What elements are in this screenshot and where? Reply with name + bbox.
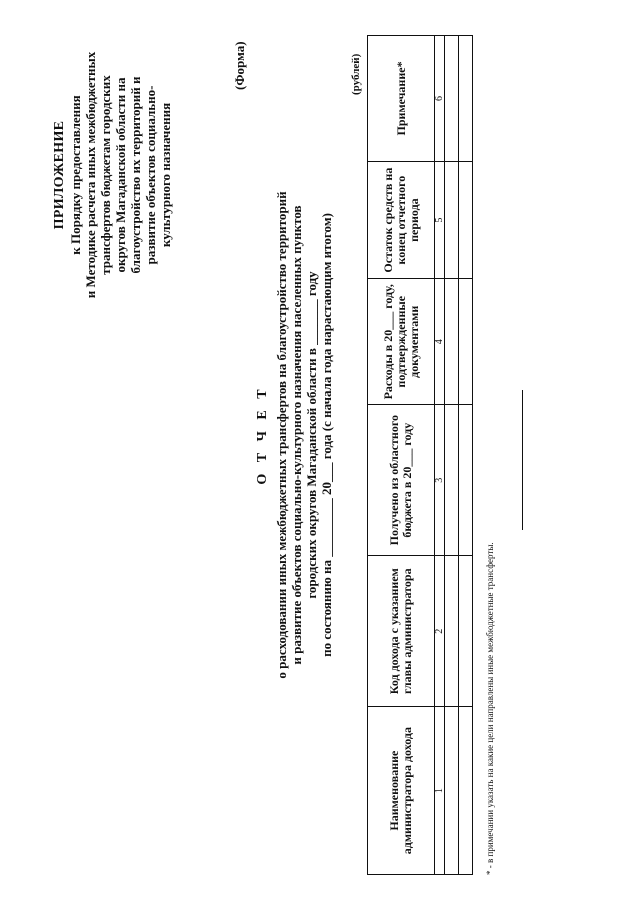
- appendix-header: [52, 25, 173, 325]
- report-subtitle-line: о расходовании иных межбюджетных трансфертов на благоустройство территорий: [274, 191, 289, 679]
- table-row: [459, 36, 473, 875]
- appendix-line: и Методике расчета иных межбюджетных: [83, 51, 98, 299]
- signature-line: [522, 390, 523, 530]
- table-header-row: [368, 36, 435, 875]
- column-number: 2: [435, 556, 445, 707]
- appendix-line: к Порядку предоставления: [68, 95, 83, 255]
- report-table: [367, 35, 473, 875]
- appendix-line: округов Магаданской области на: [113, 77, 128, 273]
- table-cell[interactable]: [445, 707, 459, 875]
- table-number-row: [435, 36, 445, 875]
- table-cell[interactable]: [445, 161, 459, 278]
- units-label: (рублей): [350, 53, 362, 95]
- column-header-received: Получено из областного бюджета в 20___ году: [368, 405, 435, 556]
- table-cell[interactable]: [445, 36, 459, 162]
- appendix-line: благоустройство их территорий и: [128, 76, 143, 274]
- form-label: (Форма): [232, 41, 247, 90]
- column-number: 3: [435, 405, 445, 556]
- column-number: 5: [435, 161, 445, 278]
- report-title: О Т Ч Е Т: [255, 385, 270, 485]
- column-number: 1: [435, 707, 445, 875]
- column-header-income-code: Код дохода с указанием главы администратора: [368, 556, 435, 707]
- column-header-note: Примечание*: [368, 36, 435, 162]
- table-cell[interactable]: [459, 161, 473, 278]
- table-cell[interactable]: [445, 279, 459, 405]
- report-subtitle-line: по состоянию на _________ 20___ года (с начала года нарастающим итогом): [319, 213, 334, 657]
- column-header-expenses: Расходы в 20___ году, подтвержденные документами: [368, 279, 435, 405]
- report-subtitle-line: и развитие объектов социально-культурного назначения населенных пунктов: [289, 205, 304, 665]
- footnote: * - в примечании указать на какие цели направлены иные межбюджетные трансферты.: [485, 542, 495, 875]
- appendix-line: развитие объектов социально-: [143, 85, 158, 265]
- column-number: 4: [435, 279, 445, 405]
- table-row: [445, 36, 459, 875]
- table-cell[interactable]: [445, 556, 459, 707]
- table-cell[interactable]: [459, 405, 473, 556]
- table-cell[interactable]: [459, 279, 473, 405]
- appendix-line: культурного назначения: [158, 102, 173, 248]
- table-cell[interactable]: [459, 707, 473, 875]
- table-cell[interactable]: [459, 36, 473, 162]
- report-heading: [255, 115, 334, 755]
- report-subtitle-line: городских округов Магаданской области в _______ году: [304, 271, 319, 599]
- appendix-title: ПРИЛОЖЕНИЕ: [52, 120, 67, 230]
- column-header-administrator: Наименование администратора дохода: [368, 707, 435, 875]
- appendix-line: трансфертов бюджетам городских: [98, 75, 113, 275]
- table-cell[interactable]: [459, 556, 473, 707]
- column-header-balance: Остаток средств на конец отчетного периода: [368, 161, 435, 278]
- column-number: 6: [435, 36, 445, 162]
- table-cell[interactable]: [445, 405, 459, 556]
